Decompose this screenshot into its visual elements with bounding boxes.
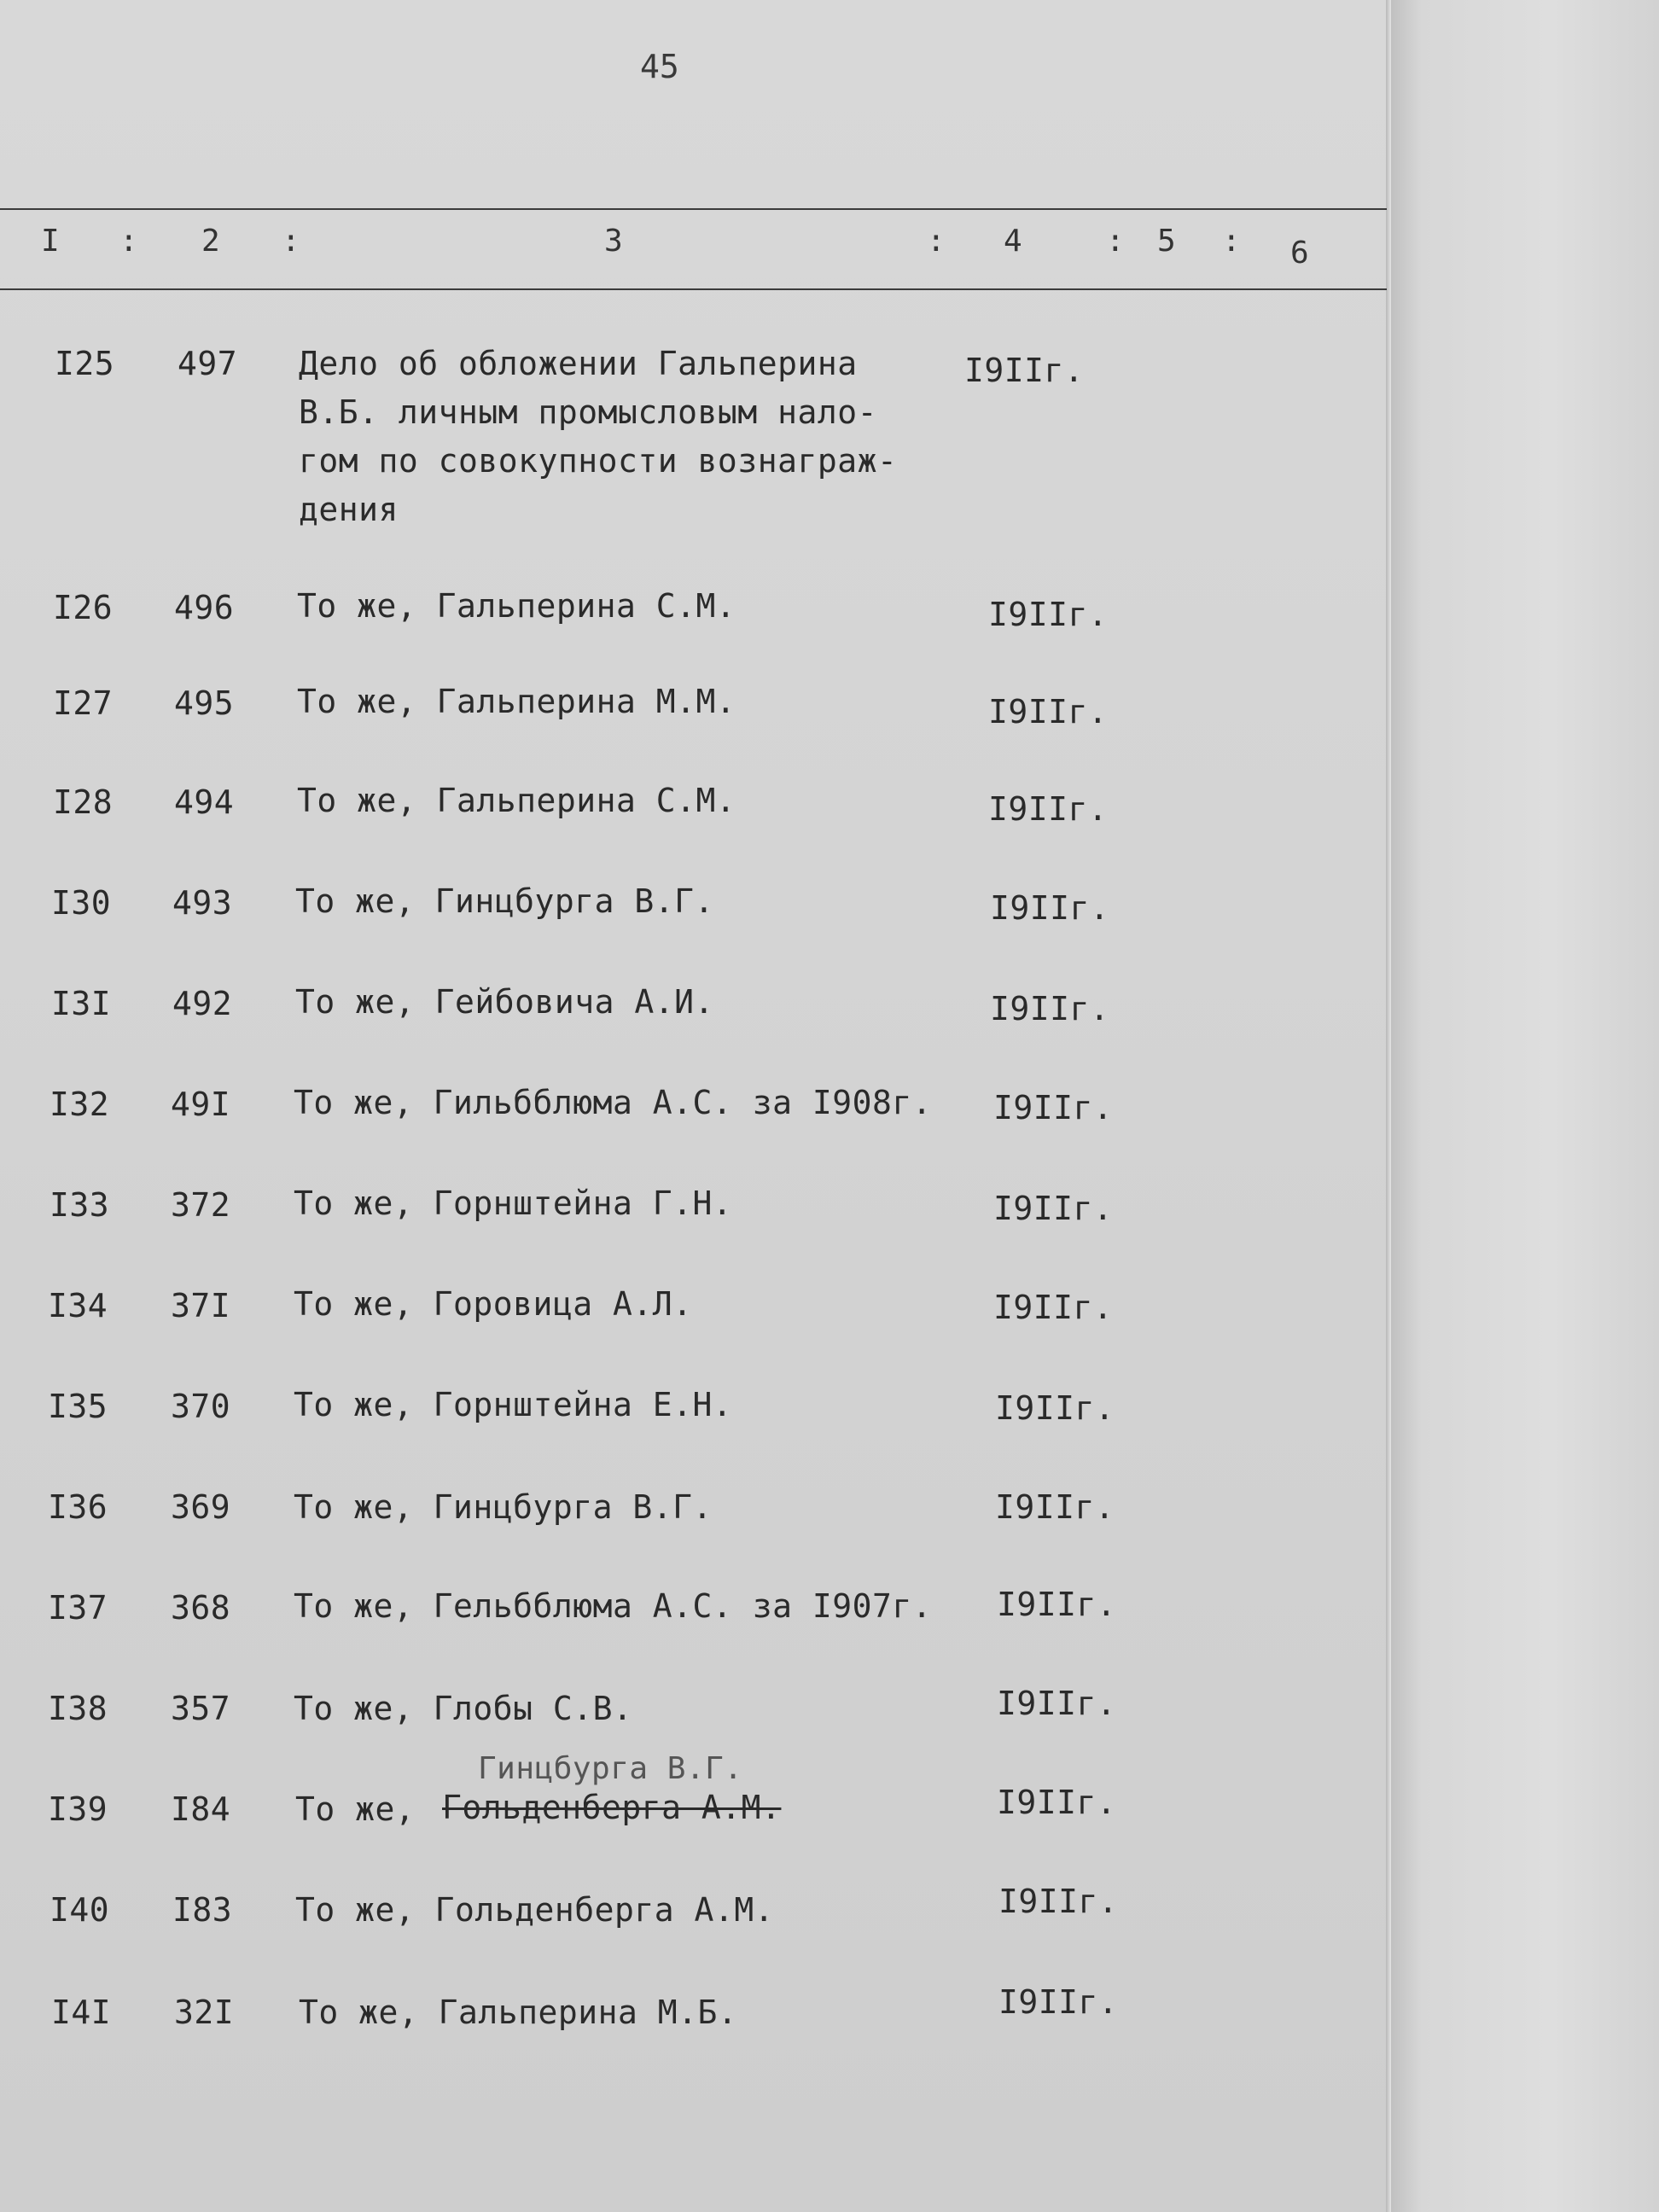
row-number: I25: [55, 345, 115, 382]
row-number: I33: [49, 1186, 110, 1224]
row-file-number: 370: [171, 1388, 231, 1425]
row-number: I39: [48, 1790, 108, 1828]
row-description: То же, Гальперина М.М.: [297, 683, 736, 720]
row-file-number: 496: [174, 589, 235, 626]
row-description: То же, Гильбблюма А.С. за I908г.: [294, 1084, 933, 1121]
row-year: I9IIг.: [995, 1488, 1115, 1526]
row-number: I40: [49, 1891, 110, 1929]
column-header-6: 6: [1290, 236, 1309, 271]
column-header-2: 2: [201, 224, 220, 259]
page-number: 45: [640, 48, 679, 85]
row-number: I36: [48, 1488, 108, 1526]
row-file-number: 494: [174, 783, 235, 821]
row-year: I9IIг.: [988, 693, 1109, 731]
row-description: То же, Горнштейна Г.Н.: [294, 1185, 733, 1222]
row-year: I9IIг.: [990, 889, 1110, 927]
row-year: I9IIг.: [998, 1883, 1119, 1920]
row-year: I9IIг.: [964, 352, 1085, 389]
row-year: I9IIг.: [997, 1685, 1117, 1722]
row-year: I9IIг.: [998, 1983, 1119, 2021]
row-description: То же, Гальперина М.Б.: [299, 1994, 738, 2031]
row-description: То же, Гельбблюма А.С. за I907г.: [294, 1587, 933, 1625]
row-number: I35: [48, 1388, 108, 1425]
column-separator: :: [282, 224, 300, 259]
column-separator: :: [1222, 224, 1241, 259]
column-separator: :: [119, 224, 138, 259]
column-separator: :: [1106, 224, 1125, 259]
row-number: I28: [53, 783, 114, 821]
row-file-number: 357: [171, 1690, 231, 1727]
row-description: Дело об обложении Гальперина В.Б. личным промысловым нало- гом по совокупности вознаграж- дения: [299, 345, 898, 528]
row-year: I9IIг.: [993, 1289, 1114, 1326]
row-description: То же, Гольденберга А.М.: [295, 1891, 775, 1929]
row-file-number: 497: [178, 345, 238, 382]
row-file-number: 368: [171, 1589, 231, 1627]
row-overtype-correction: Гинцбурга В.Г.: [478, 1751, 743, 1786]
row-number: I34: [48, 1287, 108, 1324]
row-description: То же, Гинцбурга В.Г.: [294, 1488, 713, 1526]
row-description: То же, Гальперина С.М.: [297, 587, 736, 625]
row-year: I9IIг.: [988, 596, 1109, 633]
row-description: То же, Гейбовича А.И.: [295, 983, 714, 1021]
row-number: I30: [51, 884, 112, 922]
row-file-number: I83: [172, 1891, 233, 1929]
column-header-3: 3: [604, 224, 623, 259]
row-number: I37: [48, 1589, 108, 1627]
row-file-number: 369: [171, 1488, 231, 1526]
row-number: I27: [53, 684, 114, 722]
row-year: I9IIг.: [997, 1586, 1117, 1623]
row-number: I38: [48, 1690, 108, 1727]
row-year: I9IIг.: [988, 790, 1109, 828]
row-description-prefix: То же,: [295, 1790, 416, 1828]
row-number: I4I: [51, 1994, 112, 2031]
sheet-edge: [1386, 0, 1391, 2212]
column-separator: :: [927, 224, 946, 259]
row-file-number: 492: [172, 985, 233, 1022]
row-description: То же, Гинцбурга В.Г.: [295, 882, 714, 920]
row-file-number: 49I: [171, 1086, 231, 1123]
row-number: I26: [53, 589, 114, 626]
row-struck-description: Гольденберга А.М.: [442, 1789, 782, 1826]
row-year: I9IIг.: [993, 1190, 1114, 1227]
row-year: I9IIг.: [993, 1089, 1114, 1126]
row-description: То же, Горовица А.Л.: [294, 1285, 693, 1323]
row-year: I9IIг.: [997, 1784, 1117, 1821]
row-file-number: 493: [172, 884, 233, 922]
row-year: I9IIг.: [990, 990, 1110, 1027]
row-file-number: 372: [171, 1186, 231, 1224]
row-description: То же, Гальперина С.М.: [297, 782, 736, 819]
row-description: То же, Глобы С.В.: [294, 1690, 633, 1727]
row-file-number: I84: [171, 1790, 231, 1828]
row-file-number: 32I: [174, 1994, 235, 2031]
header-rule-bottom: [0, 288, 1387, 290]
row-file-number: 37I: [171, 1287, 231, 1324]
underlying-sheet: [1389, 0, 1659, 2212]
row-file-number: 495: [174, 684, 235, 722]
row-number: I3I: [51, 985, 112, 1022]
row-year: I9IIг.: [995, 1389, 1115, 1427]
column-header-5: 5: [1157, 224, 1176, 259]
row-description: То же, Горнштейна Е.Н.: [294, 1386, 733, 1423]
column-header-4: 4: [1004, 224, 1022, 259]
row-number: I32: [49, 1086, 110, 1123]
column-header-1: I: [41, 224, 60, 259]
header-rule-top: [0, 208, 1387, 210]
